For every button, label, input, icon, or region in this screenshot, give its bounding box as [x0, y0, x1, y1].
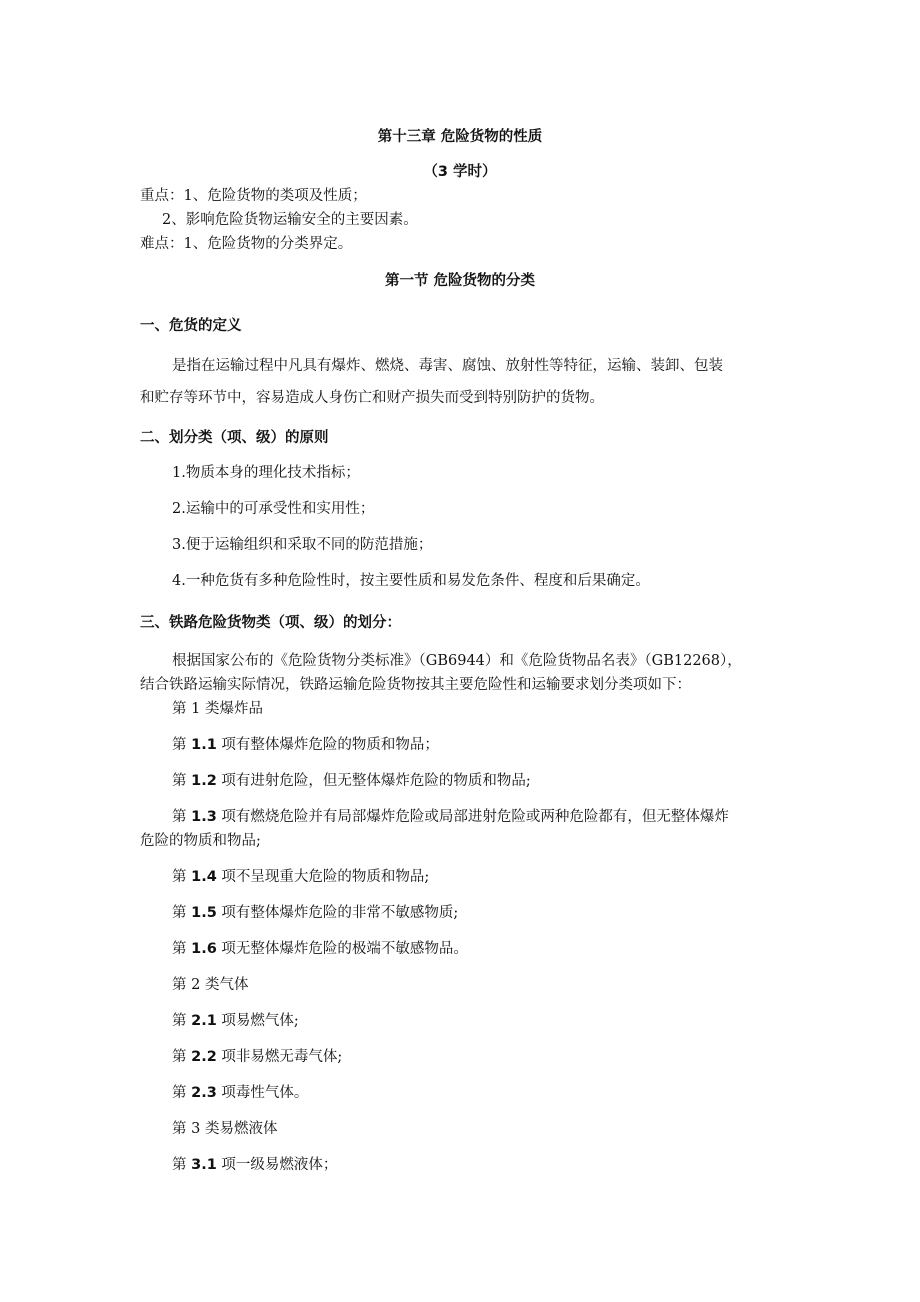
- class-item: 第 1.3 项有燃烧危险并有局部爆炸危险或局部进射危险或两种危险都有，但无整体爆炸: [172, 809, 729, 825]
- class-item: 第 3.1 项一级易燃液体；: [172, 1157, 338, 1173]
- difficult-point: 难点：1、危险货物的分类界定。: [140, 236, 353, 252]
- part3-intro-line2: 结合铁路运输实际情况，铁路运输危险货物按其主要危险性和运输要求划分类项如下：: [140, 677, 691, 693]
- class-item: 第 1.5 项有整体爆炸危险的非常不敏感物质;: [172, 905, 459, 921]
- class-2-title: 第 2 类气体: [172, 977, 249, 993]
- class-item: 第 2.3 项毒性气体。: [172, 1085, 309, 1101]
- chapter-title: 第十三章 危险货物的性质: [377, 129, 543, 145]
- class-1-title: 第 1 类爆炸品: [172, 701, 263, 717]
- class-item-continuation: 危险的物质和物品;: [140, 833, 261, 849]
- principle-item: 4.一种危货有多种危险性时，按主要性质和易发危条件、程度和后果确定。: [172, 573, 650, 589]
- class-item: 第 1.1 项有整体爆炸危险的物质和物品；: [172, 737, 439, 753]
- part1-paragraph-line2: 和贮存等环节中，容易造成人身伤亡和财产损失而受到特别防护的货物。: [140, 390, 604, 406]
- principle-item: 1.物质本身的理化技术指标；: [172, 465, 360, 481]
- principle-item: 3.便于运输组织和采取不同的防范措施；: [172, 537, 433, 553]
- key-point-2: 2、影响危险货物运输安全的主要因素。: [162, 212, 418, 228]
- class-item: 第 1.4 项不呈现重大危险的物质和物品;: [172, 869, 430, 885]
- class-item: 第 1.2 项有进射危险，但无整体爆炸危险的物质和物品;: [172, 773, 531, 789]
- principle-item: 2.运输中的可承受性和实用性；: [172, 501, 375, 517]
- class-item: 第 2.2 项非易燃无毒气体;: [172, 1049, 343, 1065]
- section-title: 第一节 危险货物的分类: [384, 273, 536, 289]
- class-3-title: 第 3 类易燃液体: [172, 1121, 278, 1137]
- class-item: 第 2.1 项易燃气体;: [172, 1013, 299, 1029]
- part1-paragraph-line1: 是指在运输过程中凡具有爆炸、燃烧、毒害、腐蚀、放射性等特征，运输、装卸、包装: [172, 358, 723, 374]
- chapter-hours: （3 学时）: [423, 164, 497, 180]
- key-point-1: 重点：1、危险货物的类项及性质；: [140, 188, 367, 204]
- part3-intro-line1: 根据国家公布的《危险货物分类标准》（GB6944）和《危险货物品名表》（GB12268），: [172, 653, 742, 669]
- part2-heading: 二、划分类（项、级）的原则: [140, 430, 329, 446]
- part1-heading: 一、危货的定义: [140, 318, 242, 334]
- part3-heading: 三、铁路危险货物类（项、级）的划分：: [140, 615, 401, 631]
- class-item: 第 1.6 项无整体爆炸危险的极端不敏感物品。: [172, 941, 468, 957]
